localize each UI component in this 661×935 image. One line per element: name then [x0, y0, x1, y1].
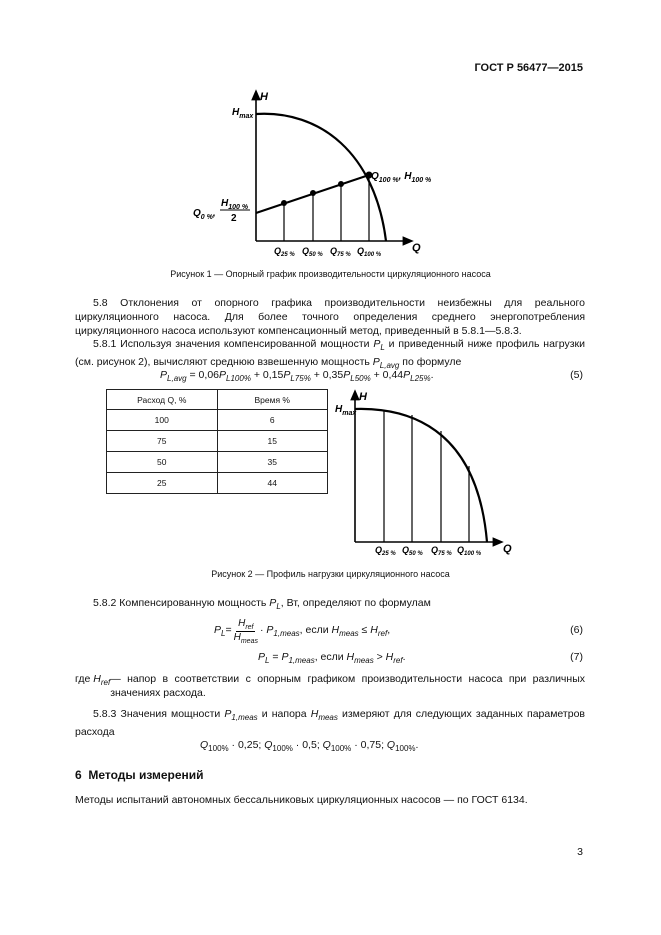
table-header-row	[107, 390, 328, 410]
figure1-fraction-denominator: 2	[231, 213, 237, 224]
figure1-caption: Рисунок 1 — Опорный график производительности циркуляционного насоса	[170, 269, 491, 279]
figure1-axis-x-label: Q	[412, 242, 421, 254]
page-number: 3	[577, 846, 583, 858]
table-row: 100 6	[107, 410, 328, 431]
formula-5-number: (5)	[570, 369, 583, 381]
table-header-time: Время %	[217, 390, 328, 410]
table-header-flow: Расход Q, %	[107, 390, 218, 410]
where-symbol: где $H_{ref}$	[75, 673, 111, 688]
load-profile-table	[106, 389, 328, 494]
table-row: 50 35	[107, 452, 328, 473]
formula-5: $P_{L,avg} = 0,06P_{L100\%} + 0,15P_{L75\%} + 0,35P_{L50\%} + 0,44P_{L25\%}$.	[160, 369, 434, 384]
section-6-title: 6 Методы измерений	[75, 768, 204, 782]
figure1-axis-y-label: H	[260, 91, 268, 103]
figure1-q0-label: $Q_{0 \%}$,	[193, 208, 216, 221]
figure1-tick-q75: $Q_{75 \%}$	[330, 246, 351, 258]
paragraph-5-8-1: 5.8.1 Используя значения компенсированной мощности $P_L$ и приведенный ниже профиль нагрузки (см. рисунок 2), вычисляют среднюю взвешенную мощность $P_{L,avg}$ по формуле	[75, 338, 585, 371]
paragraph-5-8-3: 5.8.3 Значения мощности $P_{1,meas}$ и напора $H_{meas}$ измеряют для следующих заданных параметров расхода	[75, 708, 585, 739]
figure2-hmax-label: $H_{max}$	[335, 404, 357, 417]
figure1-fraction-numerator: $H_{100 \%}$	[221, 198, 249, 211]
figure2-axis-x-label: Q	[503, 543, 512, 555]
figure1-tick-q100: $Q_{100 \%}$	[357, 246, 382, 258]
document-standard-id: ГОСТ Р 56477—2015	[474, 62, 583, 74]
figure1-point-q50	[310, 190, 316, 196]
figure1-reference-chart	[170, 88, 430, 263]
formula-7: $P_L = P_{1,meas}$, если $H_{meas} > H_{ref}$.	[258, 651, 406, 666]
figure2-tick-q25: $Q_{25 \%}$	[375, 545, 396, 557]
formula-6: $P_L=$ $H_{ref}$ $H_{meas}$ · $P_{1,meas}$, если $H_{meas} \le H_{ref}$,	[214, 617, 391, 645]
figure1-point-q75	[338, 181, 344, 187]
where-clause	[75, 672, 585, 700]
figure2-tick-q50: $Q_{50 \%}$	[402, 545, 423, 557]
figure2-axis-y-label: H	[359, 391, 367, 403]
paragraph-5-8: 5.8 Отклонения от опорного графика производительности неизбежны для реального циркуляционного насоса. Для более точного определения среднего энергопотребления циркуляционного насоса используют компенсационный метод, приведенный в 5.8.1—5.8.3.	[75, 297, 585, 337]
paragraph-5-8-2: 5.8.2 Компенсированную мощность $P_L$, Вт, определяют по формулам	[93, 597, 431, 612]
figure2-performance-curve	[355, 409, 487, 542]
formula-6-fraction: $H_{ref}$ $H_{meas}$	[233, 617, 258, 645]
figure1-point-label: $Q_{100 \%}$, $H_{100 \%}$	[371, 171, 432, 184]
figure2-tick-q75: $Q_{75 \%}$	[431, 545, 452, 557]
formula-6-number: (6)	[570, 624, 583, 636]
section-6-text: Методы испытаний автономных бессальниковых циркуляционных насосов — по ГОСТ 6134.	[75, 794, 528, 806]
flow-values-line: $Q_{100\%} \cdot 0,25$; $Q_{100\%} \cdot 0,5$; $Q_{100\%} \cdot 0,75$; $Q_{100\%}$.	[200, 739, 419, 754]
formula-7-number: (7)	[570, 651, 583, 663]
figure1-hmax-label: $H_{max}$	[232, 107, 254, 120]
figure2-caption: Рисунок 2 — Профиль нагрузки циркуляционного насоса	[211, 569, 450, 579]
figure1-point-q25	[281, 200, 287, 206]
figure1-tick-q25: $Q_{25 \%}$	[274, 246, 295, 258]
figure2-tick-q100: $Q_{100 \%}$	[457, 545, 482, 557]
table-row: 25 44	[107, 473, 328, 494]
where-definition: — напор в соответствии с опорным графиком производительности насоса при различных значениях расхода.	[110, 673, 585, 699]
figure2-load-profile-chart	[335, 390, 520, 560]
figure1-tick-q50: $Q_{50 \%}$	[302, 246, 323, 258]
table-row: 75 15	[107, 431, 328, 452]
